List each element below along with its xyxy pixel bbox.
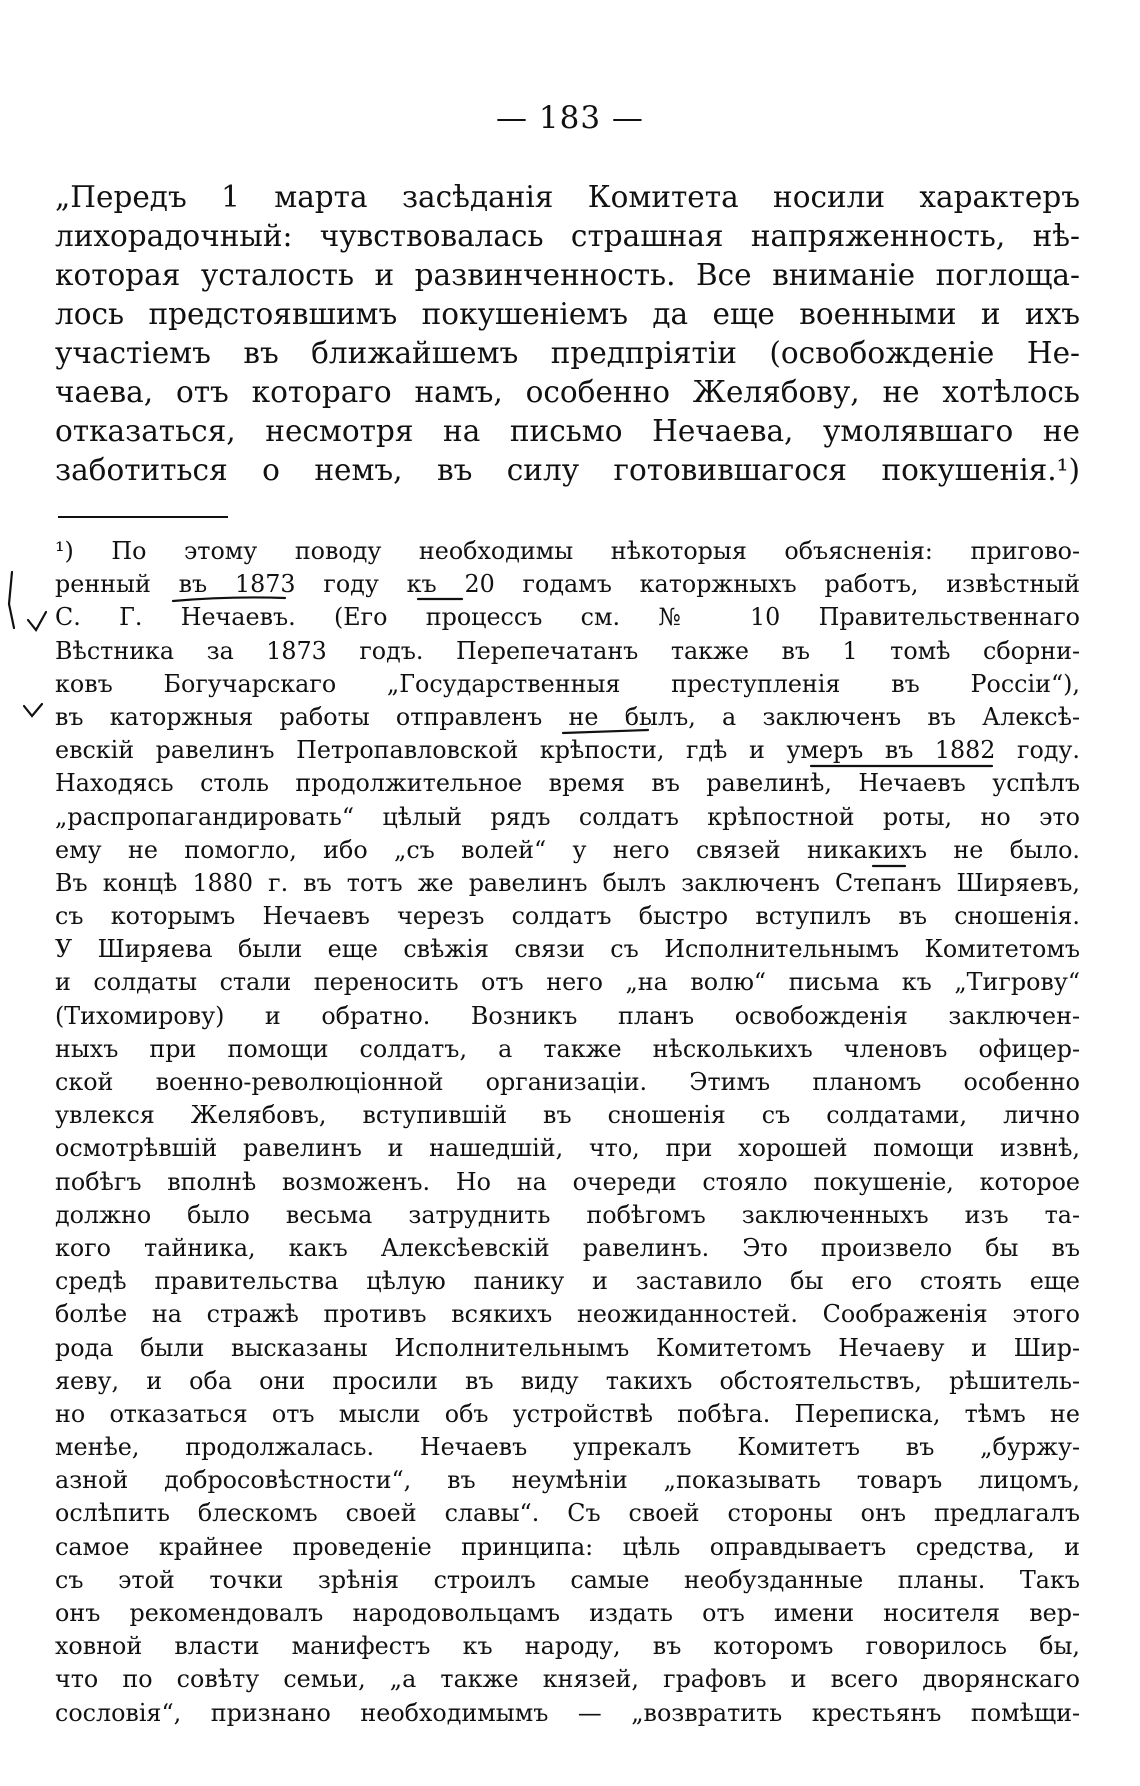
footnote-line: что по совѣту семьи, „а также князей, графовъ и всего дворянскаго [55,1665,1080,1694]
footnote-line: ему не помогло, ибо „съ волей“ у него связей никакихъ не было. [55,835,1080,864]
footnote-line: побѣгъ вполнѣ возможенъ. Но на очереди стояло покушеніе, которое [55,1167,1080,1196]
footnote-line: „распропагандировать“ цѣлый рядъ солдатъ крѣпостной роты, но это [55,802,1080,831]
main-line: которая усталость и развинченность. Все вниманіе поглоща- [55,258,1080,292]
footnote-line: Вѣстника за 1873 годъ. Перепечатанъ также въ 1 томѣ сборни- [55,636,1080,665]
footnote-line: евскій равелинъ Петропавловской крѣпости, гдѣ и умеръ въ 1882 году. [55,736,1080,765]
footnote-line: но отказаться отъ мысли объ устройствѣ побѣга. Переписка, тѣмъ не [55,1399,1080,1428]
footnote-line: осмотрѣвшій равелинъ и нашедшій, что, при хорошей помощи извнѣ, [55,1134,1080,1163]
footnote-line: ховной власти манифестъ къ народу, въ которомъ говорилось бы, [55,1632,1080,1661]
footnote-line: сословія“, признано необходимымъ — „возвратить крестьянъ помѣщи- [55,1698,1080,1727]
footnote-line: и солдаты стали переносить отъ него „на волю“ письма къ „Тигрову“ [55,968,1080,997]
footnote-line: ослѣпить блескомъ своей славы“. Съ своей стороны онъ предлагалъ [55,1499,1080,1528]
footnote-line: средѣ правительства цѣлую панику и заставило бы его стоять еще [55,1267,1080,1296]
footnote-line: въ каторжныя работы отправленъ не былъ, а заключенъ въ Алексѣ- [55,702,1080,731]
footnote-line: кого тайника, какъ Алексѣевскій равелинъ. Это произвело бы въ [55,1233,1080,1262]
main-line: лихорадочный: чувствовалась страшная напряженность, нѣ- [55,219,1080,253]
main-line: лось предстоявшимъ покушеніемъ да еще военными и ихъ [55,297,1080,331]
footnote-line: ковъ Богучарскаго „Государственныя преступленія въ Россіи“), [55,669,1080,698]
footnote-line: Находясь столь продолжительное время въ равелинѣ, Нечаевъ успѣлъ [55,769,1080,798]
main-line: заботиться о немъ, въ силу готовившагося покушенія.¹) [55,453,1080,487]
footnote-line: съ этой точки зрѣнія строилъ самые необузданные планы. Такъ [55,1565,1080,1594]
footnote-line: азной добросовѣстности“, въ неумѣніи „показывать товаръ лицомъ, [55,1466,1080,1495]
main-paragraph [55,178,1080,490]
footnote-line: ¹) По этому поводу необходимы нѣкоторыя объясненія: пригово- [55,537,1080,565]
main-line: участіемъ въ ближайшемъ предпріятіи (освобожденіе Не- [55,336,1080,370]
footnote-line: должно было весьма затруднить побѣгомъ заключенныхъ изъ та- [55,1200,1080,1229]
footnote-separator [58,516,228,518]
footnote-line: ренный въ 1873 году къ 20 годамъ каторжныхъ работъ, извѣстный [55,570,1080,599]
main-line: чаева, отъ котораго намъ, особенно Желябову, не хотѣлось [55,375,1080,409]
footnote-line: У Ширяева были еще свѣжія связи съ Исполнительнымъ Комитетомъ [55,935,1080,964]
footnote-line: рода были высказаны Исполнительнымъ Комитетомъ Нечаеву и Шир- [55,1333,1080,1362]
footnote-line: Въ концѣ 1880 г. въ тотъ же равелинъ былъ заключенъ Степанъ Ширяевъ, [55,868,1080,897]
footnote-line: съ которымъ Нечаевъ черезъ солдатъ быстро вступилъ въ сношенія. [55,902,1080,931]
footnote-line: С. Г. Нечаевъ. (Его процессъ см. № 10 Правительственнаго [55,603,1080,632]
footnote-line: ской военно-революціонной организаціи. Этимъ планомъ особенно [55,1068,1080,1096]
footnote-line: болѣе на стражѣ противъ всякихъ неожиданностей. Соображенія этого [55,1300,1080,1329]
footnote-line: увлекся Желябовъ, вступившій въ сношенія съ солдатами, лично [55,1101,1080,1130]
footnote-line: онъ рекомендовалъ народовольцамъ издать отъ имени носителя вер- [55,1599,1080,1627]
main-line: „Передъ 1 марта засѣданія Комитета носили характеръ [55,180,1080,214]
footnote-line: (Тихомирову) и обратно. Возникъ планъ освобожденія заключен- [55,1001,1080,1030]
margin-check-mark [24,704,42,716]
page-number: — 183 — [496,100,644,136]
footnote-line: ныхъ при помощи солдатъ, а также нѣсколькихъ членовъ офицер- [55,1034,1080,1063]
footnote-line: самое крайнее проведеніе принципа: цѣль оправдываетъ средства, и [55,1532,1080,1561]
footnote [55,535,1080,1730]
footnote-line: яеву, и оба они просили въ виду такихъ обстоятельствъ, рѣшитель- [55,1366,1080,1395]
margin-check-mark [28,612,46,630]
footnote-line: менѣе, продолжалась. Нечаевъ упрекалъ Комитетъ въ „буржу- [55,1433,1080,1462]
margin-bracket-mark [9,572,14,628]
main-line: отказаться, несмотря на письмо Нечаева, умолявшаго не [55,414,1080,448]
